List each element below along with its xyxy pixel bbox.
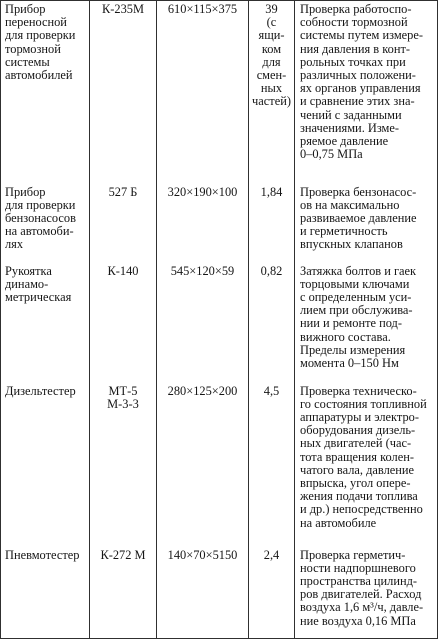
text-line: ров двигателей. Расход	[300, 587, 422, 602]
text-line: 39	[265, 2, 278, 16]
text-line: Прибор	[5, 2, 46, 16]
text-line: ния давления в конт-	[300, 41, 410, 56]
text-line: Пределы измерения	[300, 342, 406, 357]
text-line: жения подачи топлива	[300, 489, 418, 504]
text-line: ности надпоршневого	[300, 560, 416, 575]
text-line: с определенным уси-	[300, 289, 412, 304]
text-line: бензонасосов	[5, 210, 76, 225]
text-line: го состояния топливной	[300, 396, 427, 411]
mass-cell	[249, 263, 295, 383]
text-line: впускных клапанов	[300, 237, 403, 252]
text-line: переносной	[5, 15, 67, 30]
text-line: лием при обслужива-	[300, 303, 413, 318]
text-line: на автомобиле	[300, 515, 377, 530]
text-line: 2,4	[263, 547, 280, 562]
text-line: торцовыми ключами	[300, 276, 410, 291]
text-line: момента 0–150 Нм	[300, 355, 399, 370]
model-cell	[90, 263, 157, 383]
text-line: Проверка техническо-	[300, 383, 417, 398]
device-name-cell	[1, 263, 90, 383]
mass-cell	[249, 184, 295, 263]
text-line: и сравнение этих зна-	[300, 94, 415, 109]
device-name-cell	[1, 383, 90, 547]
table-row	[1, 547, 438, 639]
text-line: Прибор	[5, 184, 46, 199]
text-line: автомобилей	[5, 68, 73, 83]
text-line: 0,82	[260, 263, 283, 278]
text-line: (с	[266, 15, 277, 30]
text-line: ком	[261, 41, 282, 56]
dimensions-cell: 320×190×100	[157, 184, 249, 263]
model-cell	[90, 184, 157, 263]
text-line: воздуха 1,6 м³/ч, давле-	[300, 600, 424, 615]
mass-cell	[249, 383, 295, 547]
device-name-cell	[1, 1, 90, 184]
text-line: К-140	[107, 263, 139, 278]
table-row	[1, 184, 438, 263]
purpose-cell	[295, 184, 438, 263]
text-line: нии и ремонте под-	[300, 316, 402, 331]
text-line: системы	[5, 54, 50, 69]
text-line: аппаратуры и электро-	[300, 409, 419, 424]
text-line: различных положени-	[300, 68, 416, 83]
text-line: 0–0,75 МПа	[300, 147, 363, 162]
text-line: МТ-5	[108, 383, 138, 398]
text-line: динамо-	[5, 276, 49, 291]
text-line: ряемое давление	[300, 134, 389, 149]
table-row	[1, 1, 438, 184]
text-line: для	[262, 54, 281, 69]
dimensions-cell: 610×115×375	[157, 1, 249, 184]
dimensions-cell: 140×70×5150	[157, 547, 249, 639]
text-line: Дизельтестер	[5, 383, 76, 398]
text-line: для проверки	[5, 197, 76, 212]
table-row	[1, 263, 438, 383]
device-name-cell	[1, 184, 90, 263]
text-line: ние воздуха 0,16 МПа	[300, 613, 416, 628]
text-line: Пневмотестер	[5, 547, 80, 562]
text-line: ных двигателей (час-	[300, 436, 412, 451]
model-cell	[90, 383, 157, 547]
text-line: Проверка работоспо-	[300, 2, 412, 16]
purpose-cell	[295, 383, 438, 547]
text-line: 1,84	[260, 184, 283, 199]
model-cell	[90, 1, 157, 184]
text-line: собности тормозной	[300, 15, 408, 30]
text-line: системы путем измере-	[300, 28, 423, 43]
text-line: вижного состава.	[300, 329, 391, 344]
text-line: лях	[5, 237, 24, 252]
text-line: ов на максимально	[300, 197, 400, 212]
text-line: тота вращения колен-	[300, 449, 414, 464]
text-line: К-272 М	[100, 547, 146, 562]
mass-cell	[249, 547, 295, 639]
purpose-cell	[295, 263, 438, 383]
text-line: ящи-	[258, 28, 285, 43]
text-line: тормозной	[5, 41, 61, 56]
purpose-cell	[295, 1, 438, 184]
mass-cell	[249, 1, 295, 184]
text-line: ях органов управления	[300, 81, 421, 96]
text-line: 527 Б	[108, 184, 138, 199]
text-line: развиваемое давление	[300, 210, 417, 225]
text-line: Затяжка болтов и гаек	[300, 263, 417, 278]
purpose-cell	[295, 547, 438, 639]
text-line: на автомоби-	[5, 224, 74, 239]
text-line: ных	[260, 81, 283, 96]
text-line: пространства цилинд-	[300, 573, 418, 588]
text-line: Проверка герметич-	[300, 547, 406, 562]
device-name-cell	[1, 547, 90, 639]
text-line: М-3-3	[107, 396, 139, 411]
text-line: чатого вала, давление	[300, 462, 415, 477]
text-line: 4,5	[263, 383, 280, 398]
table-row	[1, 383, 438, 547]
text-line: Проверка бензонасос-	[300, 184, 417, 199]
dimensions-cell: 280×125×200	[157, 383, 249, 547]
text-line: и др.) непосредственно	[300, 502, 423, 517]
text-line: оборудования дизель-	[300, 423, 416, 438]
text-line: рольных точках при	[300, 54, 406, 69]
text-line: чений с заданными	[300, 107, 402, 122]
model-cell	[90, 547, 157, 639]
text-line: Рукоятка	[5, 263, 52, 278]
dimensions-cell: 545×120×59	[157, 263, 249, 383]
text-line: впрыска, угол опере-	[300, 475, 411, 490]
text-line: смен-	[256, 68, 287, 83]
text-line: метрическая	[5, 289, 72, 304]
text-line: для проверки	[5, 28, 76, 43]
text-line: значениями. Изме-	[300, 120, 400, 135]
text-line: К-235М	[102, 2, 144, 16]
text-line: частей)	[252, 94, 291, 109]
text-line: и герметичность	[300, 224, 388, 239]
